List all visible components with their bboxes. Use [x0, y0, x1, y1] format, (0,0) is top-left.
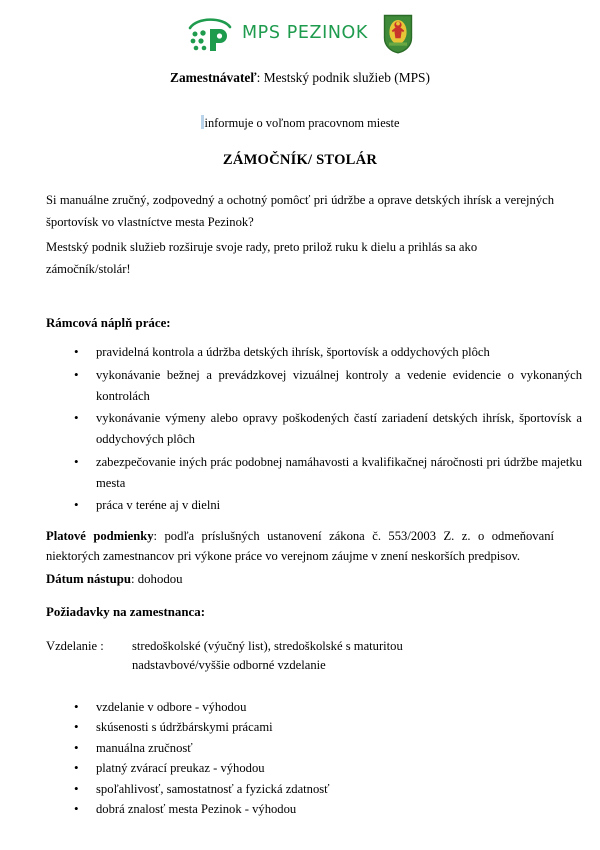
education-row	[46, 637, 554, 675]
salary-label: Platové podmienky	[46, 529, 154, 543]
page-title: ZÁMOČNÍK/ STOLÁR	[222, 152, 378, 168]
scope-list	[46, 342, 582, 518]
list-item: • skúsenosti s údržbárskymi prácami	[74, 717, 582, 737]
scope-heading: Rámcová náplň práce:	[46, 316, 171, 330]
start-date-line	[46, 572, 554, 587]
employer-label: Zamestnávateľ	[170, 70, 257, 85]
intro-paragraph-2: Mestský podnik služieb rozširuje svoje rady, preto prilož ruku k dielu a prihlás sa ako zámočník/stolár!	[46, 240, 478, 276]
list-item: • manuálna zručnosť	[74, 738, 582, 758]
requirements-list	[46, 697, 582, 819]
informs-line	[46, 115, 554, 131]
list-item: • práca v teréne aj v dielni	[74, 495, 582, 516]
list-item: • vzdelanie v odbore - výhodou	[74, 697, 582, 717]
document-body	[46, 0, 582, 850]
salary-conditions	[46, 526, 554, 567]
start-date-label: Dátum nástupu	[46, 572, 131, 586]
list-item: • zabezpečovanie iných prác podobnej namáhavosti a kvalifikačnej náročnosti pri údržbe majetku mesta	[74, 452, 582, 494]
intro-paragraph-1: Si manuálne zručný, zodpovedný a ochotný pomôcť pri údržbe a oprave detských ihrísk a verejných športovísk vo vlastníctve mesta Pezinok?	[46, 193, 554, 229]
employer-line	[46, 70, 554, 86]
education-line-1: stredoškolské (výučný list), stredoškolské s maturitou	[132, 639, 403, 653]
text-cursor-marker	[201, 115, 204, 129]
list-item: • dobrá znalosť mesta Pezinok - výhodou	[74, 799, 582, 819]
salary-text: : podľa príslušných ustanovení zákona č. 553/2003 Z. z. o odmeňovaní niektorých zamestnancov pri výkone práce vo verejnom záujme v znení neskorších predpisov.	[46, 529, 554, 564]
start-date-value: : dohodou	[131, 572, 183, 586]
list-item: • platný zvárací preukaz - výhodou	[74, 758, 582, 778]
list-item: • vykonávanie výmeny alebo opravy poškodených častí zariadení detských ihrísk, športovísk a oddychových plôch	[74, 408, 582, 450]
list-item: • pravidelná kontrola a údržba detských ihrísk, športovísk a oddychových plôch	[74, 342, 582, 363]
employer-value: : Mestský podnik služieb (MPS)	[256, 70, 430, 85]
requirements-heading: Požiadavky na zamestnanca:	[46, 605, 205, 619]
list-item: • vykonávanie bežnej a prevádzkovej vizuálnej kontroly a vedenie evidencie o vykonaných kontrolách	[74, 365, 582, 407]
list-item: • spoľahlivosť, samostatnosť a fyzická zdatnosť	[74, 779, 582, 799]
education-label: Vzdelanie :	[46, 639, 104, 653]
education-line-2: nadstavbové/vyššie odborné vzdelanie	[132, 657, 326, 672]
education-value	[132, 637, 554, 675]
logo-wordmark: MPS PEZINOK	[241, 23, 369, 44]
informs-text: informuje o voľnom pracovnom mieste	[204, 116, 400, 130]
